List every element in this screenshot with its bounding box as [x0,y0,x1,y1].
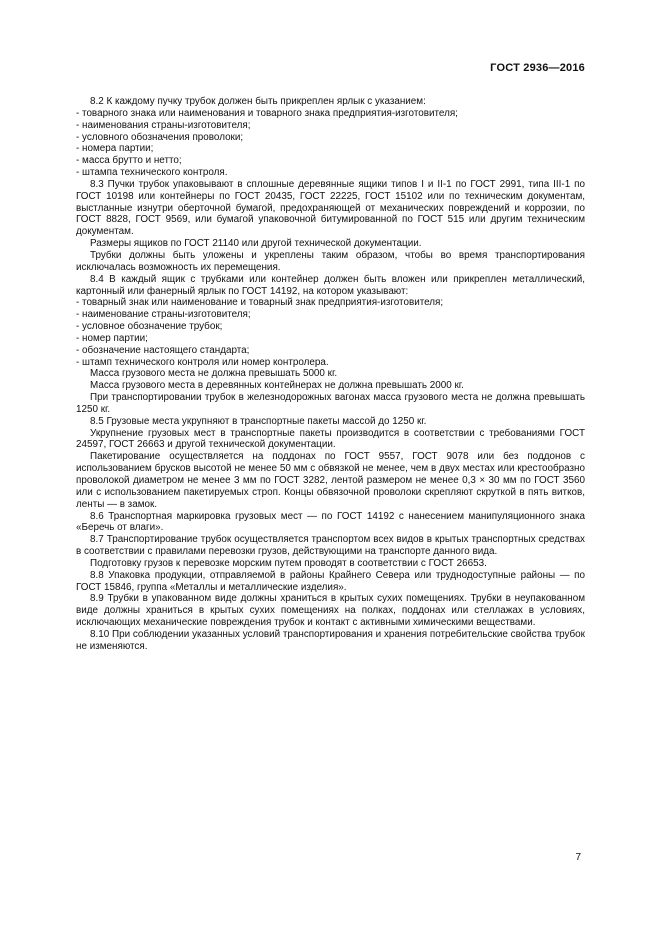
paragraph: При транспортировании трубок в железнодорожных вагонах масса грузового места не должна превышать 1250 кг. [76,392,585,415]
paragraph: Укрупнение грузовых мест в транспортные пакеты производится в соответствии с требованиями ГОСТ 24597, ГОСТ 26663 и другой технической документации. [76,427,585,451]
paragraph: - номер партии; [76,332,148,344]
paragraph: Масса грузового места в деревянных контейнерах не должна превышать 2000 кг. [90,380,464,392]
document-body [76,96,585,653]
paragraph: 8.8 Упаковка продукции, отправляемой в районы Крайнего Севера или труднодоступные районы — по ГОСТ 15846, группа «Металлы и металлические изделия». [76,569,585,593]
page-number: 7 [575,852,581,863]
paragraph: 8.7 Транспортирование трубок осуществляется транспортом всех видов в крытых транспортных средствах в соответствии с правилами перевозки грузов, действующими на транспорте данного вида. [76,534,585,558]
paragraph: - товарный знак или наименование и товарный знак предприятия-изготовителя; [76,297,444,309]
paragraph: Трубки должны быть уложены и укреплены таким образом, чтобы во время транспортирования исключалась возможность их перемещения. [76,249,585,273]
paragraph: - номера партии; [76,143,154,155]
paragraph: Пакетирование осуществляется на поддонах по ГОСТ 9557, ГОСТ 9078 или без поддонов с использованием брусков высотой не менее 50 мм с обвязкой не менее, чем в двух местах или крестообразно проволокой диаметром не менее 3 мм по ГОСТ 3282, лентой размером не менее 0,3 × 30 мм по ГОСТ 3560 или с использованием пакетируемых строп. Концы обвязочной проволоки скрепляют скруткой в пять витков, ленты — в замок. [76,451,585,510]
paragraph: - наименования страны-изготовителя; [76,119,251,131]
paragraph: - условное обозначение трубок; [76,321,223,333]
paragraph: - наименование страны-изготовителя; [76,309,251,321]
paragraph: - обозначение настоящего стандарта; [76,344,250,356]
paragraph: 8.9 Трубки в упакованном виде должны храниться в крытых сухих помещениях. Трубки в неупакованном виде должны храниться в крытых сухих помещениях на полках, поддонах или стеллажах в условиях, исключающих механические повреждения трубок и контакт с активными химическими веществами. [76,593,585,629]
paragraph: Масса грузового места не должна превышать 5000 кг. [90,368,338,380]
paragraph: - товарного знака или наименования и товарного знака предприятия-изготовителя; [76,107,458,119]
paragraph: 8.4 В каждый ящик с трубками или контейнер должен быть вложен или прикреплен металлический, картонный или фанерный ярлык по ГОСТ 14192, на котором указывают: [76,273,585,297]
paragraph: 8.3 Пучки трубок упаковывают в сплошные деревянные ящики типов I и II-1 по ГОСТ 2991, типа III-1 по ГОСТ 10198 или контейнеры по ГОСТ 20435, ГОСТ 22225, ГОСТ 15102 или по техническим документам, выстланные изнутри оберточной бумагой, предохраняющей от механических повреждений и коррозии, по ГОСТ 8828, ГОСТ 9569, или бумагой упаковочной битумированной по ГОСТ 515 или другим техническим документам. [76,178,585,238]
paragraph: Размеры ящиков по ГОСТ 21140 или другой технической документации. [90,238,422,250]
paragraph: - штамп технического контроля или номер контролера. [76,356,329,368]
paragraph: 8.6 Транспортная маркировка грузовых мест — по ГОСТ 14192 с нанесением манипуляционного знака «Беречь от влаги». [76,510,585,534]
document-header: ГОСТ 2936—2016 [490,62,585,74]
paragraph: 8.10 При соблюдении указанных условий транспортирования и хранения потребительские свойства трубок не изменяются. [76,628,585,652]
paragraph: - штампа технического контроля. [76,167,228,179]
paragraph: 8.2 К каждому пучку трубок должен быть прикреплен ярлык с указанием: [90,96,426,107]
paragraph: 8.5 Грузовые места укрупняют в транспортные пакеты массой до 1250 кг. [90,415,427,427]
paragraph: - условного обозначения проволоки; [76,131,244,143]
paragraph: - масса брутто и нетто; [76,155,182,167]
paragraph: Подготовку грузов к перевозке морским путем проводят в соответствии с ГОСТ 26653. [90,557,487,569]
